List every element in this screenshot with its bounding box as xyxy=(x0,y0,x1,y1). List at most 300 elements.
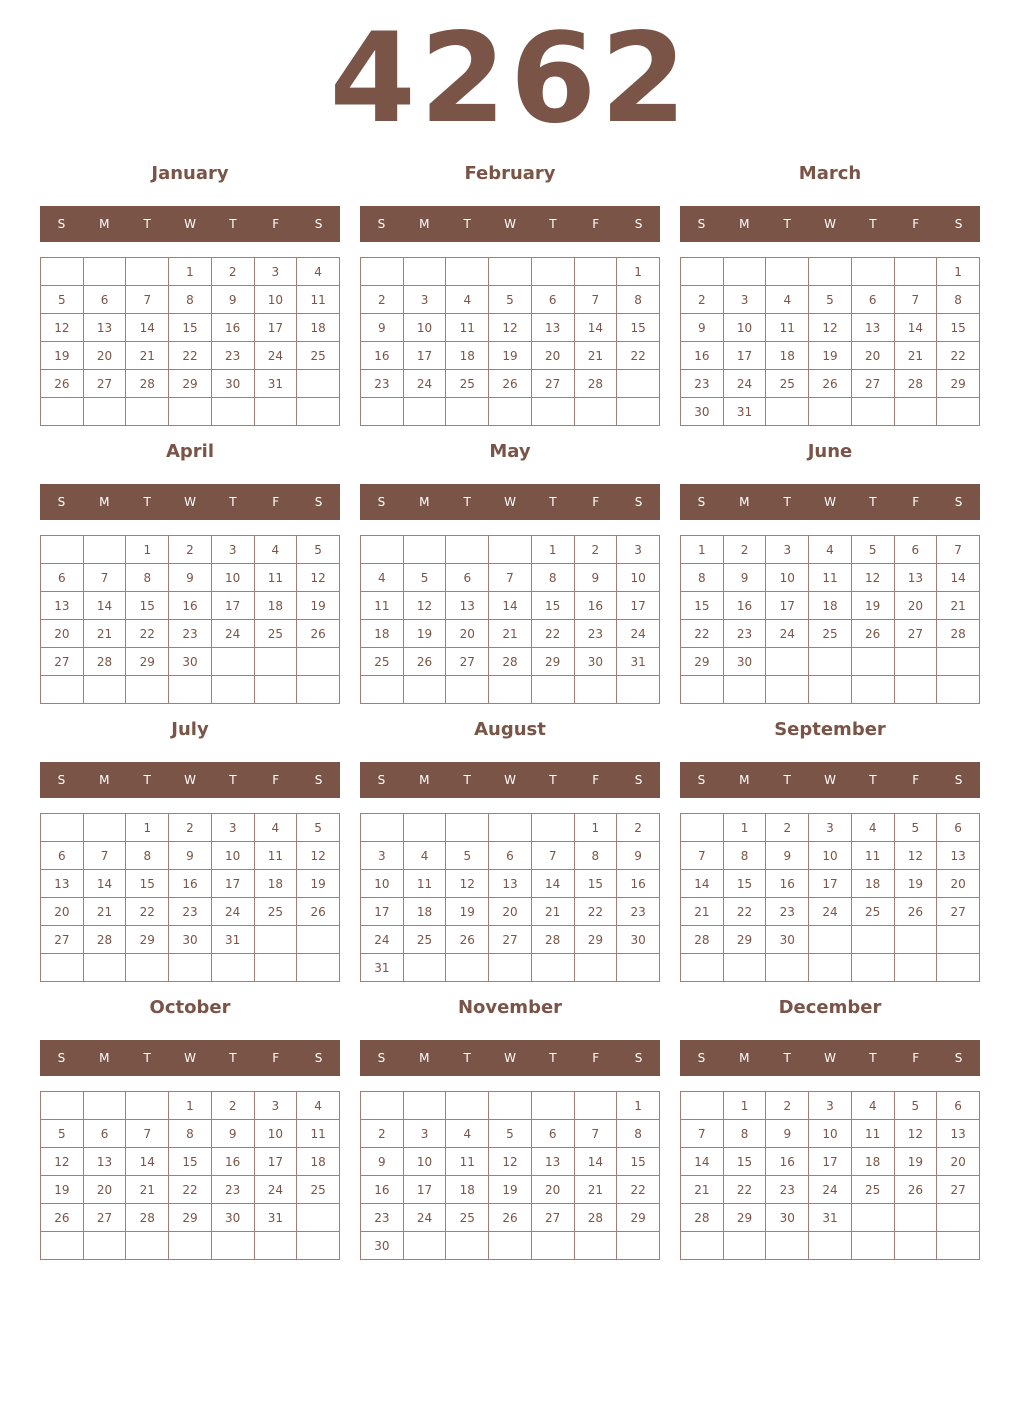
year-title: 4262 xyxy=(329,7,691,151)
day-cell: 3 xyxy=(254,258,297,286)
day-cell: 28 xyxy=(681,1204,724,1232)
weekday-label: S xyxy=(377,217,386,231)
weekday-header xyxy=(360,1040,660,1076)
weekday-label: T xyxy=(143,495,151,509)
month-title: March xyxy=(798,163,862,184)
day-cell xyxy=(574,1092,617,1120)
day-cell: 25 xyxy=(809,620,852,648)
day-cell: 15 xyxy=(169,1148,212,1176)
day-cell: 22 xyxy=(531,620,574,648)
day-cell xyxy=(83,1232,126,1260)
day-cell: 14 xyxy=(531,870,574,898)
day-cell: 21 xyxy=(681,1176,724,1204)
day-cell: 27 xyxy=(489,926,532,954)
day-cell: 3 xyxy=(403,286,446,314)
day-cell: 8 xyxy=(169,286,212,314)
weekday-label: S xyxy=(314,217,323,231)
day-cell: 2 xyxy=(766,814,809,842)
day-cell: 10 xyxy=(254,1120,297,1148)
day-cell xyxy=(83,258,126,286)
day-cell xyxy=(489,1232,532,1260)
day-cell: 17 xyxy=(403,342,446,370)
day-cell: 7 xyxy=(894,286,937,314)
day-cell: 29 xyxy=(937,370,980,398)
week-row xyxy=(361,398,660,426)
day-cell: 27 xyxy=(851,370,894,398)
weekday-label: F xyxy=(272,1051,280,1065)
day-cell: 30 xyxy=(211,1204,254,1232)
weekday-header xyxy=(680,762,980,798)
day-cell xyxy=(937,676,980,704)
day-cell: 7 xyxy=(531,842,574,870)
day-cell xyxy=(169,676,212,704)
day-cell xyxy=(766,648,809,676)
weekday-label: T xyxy=(229,773,237,787)
day-cell: 21 xyxy=(574,342,617,370)
day-grid xyxy=(40,257,340,426)
weekday-label: M xyxy=(99,217,110,231)
day-cell: 11 xyxy=(851,1120,894,1148)
day-cell xyxy=(809,648,852,676)
day-cell: 15 xyxy=(937,314,980,342)
day-cell: 7 xyxy=(681,1120,724,1148)
day-cell: 7 xyxy=(489,564,532,592)
weekday-label: F xyxy=(272,217,280,231)
day-cell: 27 xyxy=(83,1204,126,1232)
week-row xyxy=(681,536,980,564)
day-cell xyxy=(489,536,532,564)
weekday-label: S xyxy=(697,217,706,231)
day-cell xyxy=(531,814,574,842)
day-cell: 15 xyxy=(617,1148,660,1176)
day-cell: 9 xyxy=(211,286,254,314)
weekday-label: W xyxy=(504,495,516,509)
day-cell xyxy=(531,1232,574,1260)
day-cell: 29 xyxy=(126,926,169,954)
day-cell: 27 xyxy=(531,370,574,398)
weekday-label: S xyxy=(634,495,643,509)
day-cell: 13 xyxy=(41,592,84,620)
weekday-label: S xyxy=(314,1051,323,1065)
day-cell: 30 xyxy=(169,926,212,954)
week-row xyxy=(41,258,340,286)
week-row xyxy=(41,620,340,648)
day-cell: 12 xyxy=(297,564,340,592)
weekday-label: M xyxy=(99,773,110,787)
day-cell: 23 xyxy=(766,1176,809,1204)
day-cell: 17 xyxy=(211,592,254,620)
weekday-label: T xyxy=(783,1051,791,1065)
weekday-label: S xyxy=(954,1051,963,1065)
day-cell: 17 xyxy=(809,870,852,898)
weekday-label: S xyxy=(697,495,706,509)
month-title: November xyxy=(457,997,563,1018)
day-cell: 20 xyxy=(937,1148,980,1176)
day-cell: 6 xyxy=(894,536,937,564)
week-row xyxy=(361,1176,660,1204)
day-cell: 3 xyxy=(766,536,809,564)
day-cell xyxy=(809,926,852,954)
day-cell xyxy=(894,398,937,426)
day-cell xyxy=(403,814,446,842)
day-cell xyxy=(489,1092,532,1120)
week-row xyxy=(681,954,980,982)
weekday-label: W xyxy=(184,773,196,787)
day-cell: 30 xyxy=(211,370,254,398)
day-cell: 1 xyxy=(169,258,212,286)
day-cell: 18 xyxy=(446,342,489,370)
day-cell: 24 xyxy=(403,1204,446,1232)
week-row xyxy=(681,370,980,398)
day-cell: 3 xyxy=(211,536,254,564)
day-cell: 6 xyxy=(531,1120,574,1148)
day-cell: 5 xyxy=(297,814,340,842)
day-cell: 4 xyxy=(851,1092,894,1120)
day-cell xyxy=(937,1232,980,1260)
day-cell xyxy=(617,954,660,982)
day-cell: 5 xyxy=(41,286,84,314)
day-cell xyxy=(361,1092,404,1120)
month-title: August xyxy=(474,719,546,740)
day-cell xyxy=(403,954,446,982)
day-cell: 10 xyxy=(809,842,852,870)
day-cell: 15 xyxy=(126,870,169,898)
weekday-label: S xyxy=(954,773,963,787)
week-row xyxy=(361,258,660,286)
day-cell: 25 xyxy=(361,648,404,676)
day-cell: 25 xyxy=(446,370,489,398)
day-cell xyxy=(937,1204,980,1232)
day-cell: 12 xyxy=(489,314,532,342)
day-cell: 12 xyxy=(41,1148,84,1176)
weekday-label: T xyxy=(143,773,151,787)
day-cell: 3 xyxy=(254,1092,297,1120)
day-cell xyxy=(361,676,404,704)
day-cell: 10 xyxy=(617,564,660,592)
day-cell: 31 xyxy=(617,648,660,676)
week-row xyxy=(41,1120,340,1148)
weekday-label: T xyxy=(229,1051,237,1065)
day-cell: 17 xyxy=(809,1148,852,1176)
day-cell: 26 xyxy=(894,1176,937,1204)
day-cell: 25 xyxy=(297,1176,340,1204)
weekday-label: W xyxy=(824,217,836,231)
weekday-label: M xyxy=(739,217,750,231)
day-cell: 7 xyxy=(937,536,980,564)
day-cell: 30 xyxy=(723,648,766,676)
day-cell: 18 xyxy=(851,1148,894,1176)
day-cell: 20 xyxy=(937,870,980,898)
day-cell: 25 xyxy=(851,898,894,926)
weekday-label: W xyxy=(184,217,196,231)
day-cell: 19 xyxy=(809,342,852,370)
weekday-label: F xyxy=(912,1051,920,1065)
day-cell: 3 xyxy=(809,814,852,842)
weekday-label: F xyxy=(912,495,920,509)
day-cell: 12 xyxy=(894,1120,937,1148)
day-cell: 7 xyxy=(83,564,126,592)
week-row xyxy=(681,286,980,314)
day-cell: 26 xyxy=(809,370,852,398)
day-cell xyxy=(574,676,617,704)
day-cell xyxy=(851,926,894,954)
month-title: January xyxy=(151,163,229,184)
weekday-label: F xyxy=(592,1051,600,1065)
day-cell: 28 xyxy=(489,648,532,676)
day-cell: 26 xyxy=(851,620,894,648)
day-grid xyxy=(360,535,660,704)
week-row xyxy=(361,926,660,954)
day-cell: 15 xyxy=(617,314,660,342)
day-cell xyxy=(851,676,894,704)
weekday-label: T xyxy=(463,217,471,231)
day-cell: 28 xyxy=(574,1204,617,1232)
weekday-label: W xyxy=(504,217,516,231)
day-cell: 11 xyxy=(851,842,894,870)
day-cell: 22 xyxy=(574,898,617,926)
week-row xyxy=(681,1148,980,1176)
weekday-label: W xyxy=(824,495,836,509)
day-cell: 1 xyxy=(126,536,169,564)
day-cell xyxy=(361,258,404,286)
day-cell: 15 xyxy=(169,314,212,342)
weekday-label: M xyxy=(419,1051,430,1065)
weekday-label: W xyxy=(824,1051,836,1065)
day-cell: 24 xyxy=(766,620,809,648)
week-row xyxy=(361,286,660,314)
day-cell: 10 xyxy=(361,870,404,898)
day-cell: 9 xyxy=(681,314,724,342)
day-cell xyxy=(574,258,617,286)
day-cell: 19 xyxy=(297,870,340,898)
day-cell: 19 xyxy=(894,1148,937,1176)
day-cell: 9 xyxy=(574,564,617,592)
day-cell xyxy=(937,398,980,426)
day-cell: 1 xyxy=(617,258,660,286)
day-cell: 25 xyxy=(254,620,297,648)
weekday-header xyxy=(680,1040,980,1076)
weekday-label: S xyxy=(954,495,963,509)
day-cell: 6 xyxy=(41,842,84,870)
week-row xyxy=(361,342,660,370)
day-grid xyxy=(680,813,980,982)
day-cell xyxy=(126,258,169,286)
day-cell xyxy=(723,954,766,982)
day-cell: 21 xyxy=(83,898,126,926)
week-row xyxy=(681,814,980,842)
week-row xyxy=(361,814,660,842)
day-cell: 7 xyxy=(574,286,617,314)
weekday-header xyxy=(40,484,340,520)
day-cell: 9 xyxy=(766,1120,809,1148)
weekday-header xyxy=(360,206,660,242)
day-cell: 2 xyxy=(681,286,724,314)
weekday-label: T xyxy=(869,217,877,231)
week-row xyxy=(681,898,980,926)
day-cell: 6 xyxy=(531,286,574,314)
day-cell xyxy=(894,954,937,982)
day-cell: 10 xyxy=(809,1120,852,1148)
day-cell: 30 xyxy=(574,648,617,676)
week-row xyxy=(41,1232,340,1260)
weekday-label: S xyxy=(377,1051,386,1065)
day-cell xyxy=(297,676,340,704)
day-cell: 13 xyxy=(83,1148,126,1176)
day-cell: 14 xyxy=(489,592,532,620)
weekday-label: M xyxy=(739,773,750,787)
weekday-label: S xyxy=(697,1051,706,1065)
week-row xyxy=(41,342,340,370)
day-cell xyxy=(403,258,446,286)
day-cell: 4 xyxy=(297,258,340,286)
day-cell: 28 xyxy=(126,1204,169,1232)
weekday-label: F xyxy=(592,495,600,509)
day-cell: 5 xyxy=(894,814,937,842)
day-cell xyxy=(41,398,84,426)
day-cell xyxy=(41,954,84,982)
day-cell xyxy=(126,398,169,426)
day-cell xyxy=(851,398,894,426)
day-cell: 31 xyxy=(254,1204,297,1232)
day-cell: 23 xyxy=(211,1176,254,1204)
day-cell xyxy=(297,370,340,398)
day-cell: 12 xyxy=(489,1148,532,1176)
weekday-label: F xyxy=(272,495,280,509)
day-cell: 12 xyxy=(851,564,894,592)
day-cell: 8 xyxy=(617,286,660,314)
day-cell xyxy=(766,1232,809,1260)
day-cell xyxy=(809,676,852,704)
weekday-label: T xyxy=(229,495,237,509)
day-cell: 29 xyxy=(169,1204,212,1232)
week-row xyxy=(361,314,660,342)
day-cell: 20 xyxy=(531,1176,574,1204)
week-row xyxy=(361,954,660,982)
week-row xyxy=(361,1092,660,1120)
day-cell: 15 xyxy=(126,592,169,620)
day-cell: 8 xyxy=(169,1120,212,1148)
week-row xyxy=(681,676,980,704)
day-cell xyxy=(169,1232,212,1260)
weekday-label: S xyxy=(314,773,323,787)
day-cell: 2 xyxy=(361,286,404,314)
day-cell xyxy=(681,1092,724,1120)
day-cell: 11 xyxy=(403,870,446,898)
day-cell: 11 xyxy=(254,564,297,592)
day-cell: 3 xyxy=(617,536,660,564)
day-cell: 18 xyxy=(446,1176,489,1204)
week-row xyxy=(361,870,660,898)
day-cell: 29 xyxy=(681,648,724,676)
week-row xyxy=(361,1120,660,1148)
day-cell: 23 xyxy=(169,620,212,648)
day-cell: 23 xyxy=(681,370,724,398)
week-row xyxy=(41,592,340,620)
day-cell: 23 xyxy=(169,898,212,926)
week-row xyxy=(681,842,980,870)
day-cell xyxy=(489,676,532,704)
day-cell: 9 xyxy=(361,1148,404,1176)
day-cell: 27 xyxy=(83,370,126,398)
week-row xyxy=(681,314,980,342)
day-cell: 24 xyxy=(254,342,297,370)
week-row xyxy=(681,1232,980,1260)
day-cell xyxy=(489,814,532,842)
day-cell: 31 xyxy=(211,926,254,954)
day-cell: 17 xyxy=(403,1176,446,1204)
day-cell: 8 xyxy=(723,842,766,870)
day-cell: 29 xyxy=(574,926,617,954)
week-row xyxy=(41,1148,340,1176)
day-cell: 13 xyxy=(937,842,980,870)
day-cell: 14 xyxy=(574,314,617,342)
day-cell: 2 xyxy=(766,1092,809,1120)
day-cell: 1 xyxy=(681,536,724,564)
weekday-label: T xyxy=(463,495,471,509)
day-cell: 20 xyxy=(83,1176,126,1204)
day-cell: 26 xyxy=(297,898,340,926)
day-cell: 28 xyxy=(83,648,126,676)
day-cell: 16 xyxy=(361,342,404,370)
weekday-header xyxy=(360,484,660,520)
day-cell: 17 xyxy=(211,870,254,898)
day-cell: 1 xyxy=(574,814,617,842)
day-cell xyxy=(574,954,617,982)
day-cell: 16 xyxy=(766,870,809,898)
day-cell: 14 xyxy=(681,1148,724,1176)
week-row xyxy=(361,676,660,704)
day-cell: 14 xyxy=(83,870,126,898)
day-cell: 13 xyxy=(83,314,126,342)
day-cell xyxy=(531,398,574,426)
weekday-label: W xyxy=(824,773,836,787)
day-cell: 11 xyxy=(254,842,297,870)
day-cell xyxy=(361,536,404,564)
day-cell: 5 xyxy=(809,286,852,314)
week-row xyxy=(681,870,980,898)
day-cell xyxy=(681,814,724,842)
day-cell: 15 xyxy=(531,592,574,620)
day-cell xyxy=(41,258,84,286)
day-cell: 18 xyxy=(254,870,297,898)
day-cell xyxy=(254,648,297,676)
day-cell: 15 xyxy=(723,1148,766,1176)
day-cell: 4 xyxy=(254,814,297,842)
day-cell xyxy=(766,954,809,982)
weekday-label: F xyxy=(592,773,600,787)
day-cell: 22 xyxy=(681,620,724,648)
day-cell: 6 xyxy=(83,286,126,314)
day-cell: 10 xyxy=(766,564,809,592)
day-cell: 21 xyxy=(894,342,937,370)
day-cell: 30 xyxy=(681,398,724,426)
week-row xyxy=(681,398,980,426)
weekday-label: T xyxy=(463,773,471,787)
day-cell: 17 xyxy=(254,1148,297,1176)
day-cell: 6 xyxy=(937,1092,980,1120)
day-cell xyxy=(126,1092,169,1120)
day-cell: 9 xyxy=(361,314,404,342)
day-cell: 22 xyxy=(126,620,169,648)
week-row xyxy=(41,954,340,982)
day-cell: 21 xyxy=(126,1176,169,1204)
day-cell: 1 xyxy=(723,1092,766,1120)
day-cell: 16 xyxy=(211,1148,254,1176)
day-cell: 24 xyxy=(723,370,766,398)
day-cell: 4 xyxy=(361,564,404,592)
day-cell: 22 xyxy=(937,342,980,370)
day-cell: 11 xyxy=(766,314,809,342)
